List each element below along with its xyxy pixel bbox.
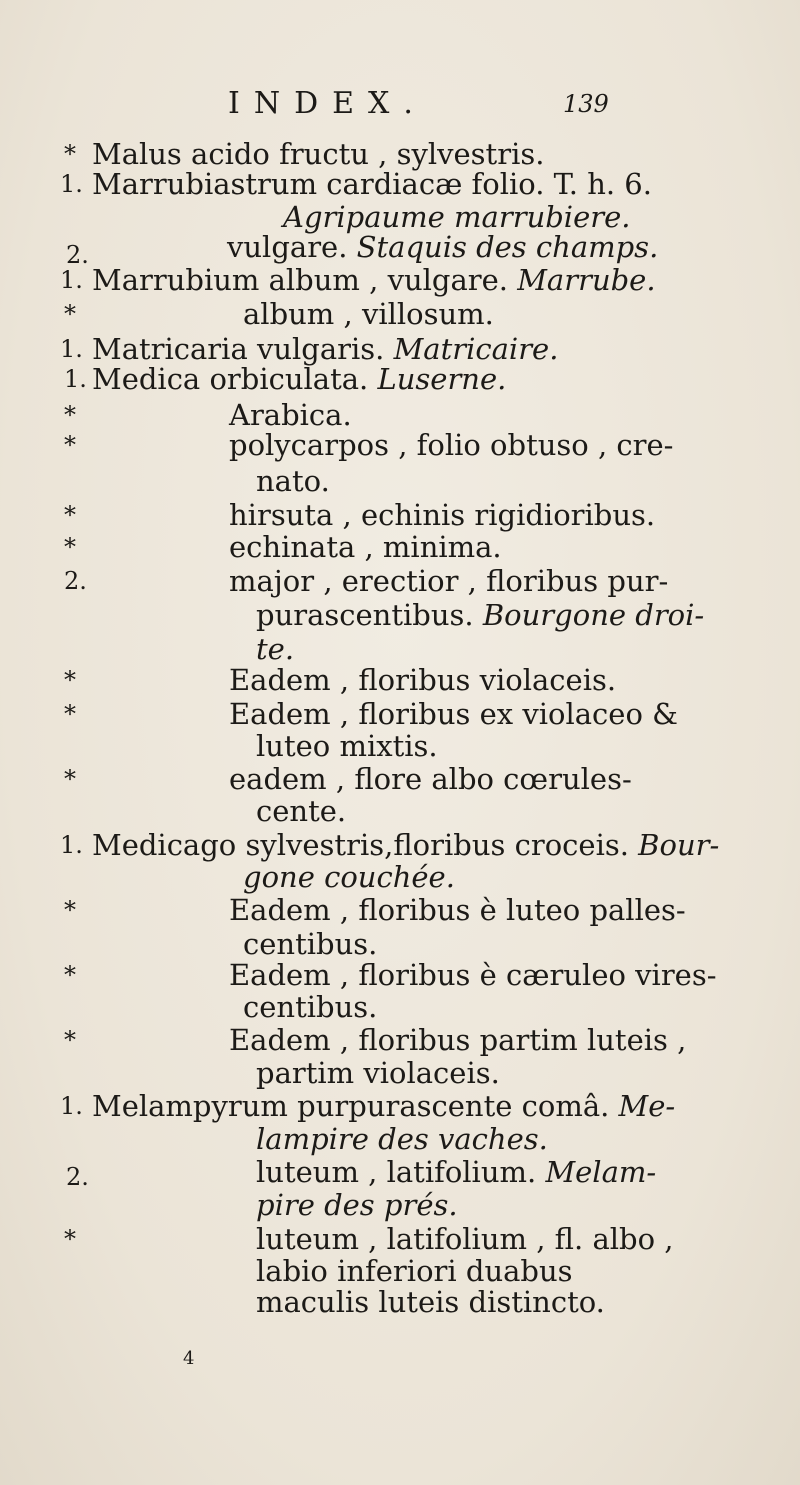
entry-mark: * [64, 1225, 76, 1253]
line-text: luteum , latifolium. [256, 1155, 546, 1189]
index-line [243, 990, 377, 1024]
entry-mark: 1. [64, 365, 87, 393]
index-line [92, 362, 506, 396]
index-line [92, 828, 719, 862]
index-line [229, 663, 616, 697]
entry-mark: * [64, 896, 76, 924]
index-line [229, 428, 673, 462]
line-italic: Marrube. [517, 263, 656, 297]
index-line [243, 297, 494, 331]
index-line [283, 200, 631, 234]
index-line [256, 1122, 548, 1156]
index-line [229, 762, 632, 796]
entry-mark: * [64, 1026, 76, 1054]
index-line [92, 137, 544, 171]
line-text: album , villosum. [243, 297, 494, 331]
entry-mark: * [64, 300, 76, 328]
page-number: 139 [563, 90, 609, 118]
page-title: INDEX. [228, 86, 427, 121]
signature-mark: 4 [183, 1348, 195, 1369]
index-line [256, 1155, 656, 1189]
index-line [256, 1222, 673, 1256]
entry-mark: 1. [60, 335, 83, 363]
index-line [229, 1023, 686, 1057]
line-italic: Melam- [545, 1155, 657, 1189]
entry-mark: 1. [60, 1092, 83, 1120]
entry-mark: * [64, 700, 76, 728]
index-line [256, 632, 294, 666]
line-italic: Luserne. [377, 362, 507, 396]
index-line [229, 498, 655, 532]
index-line [256, 598, 704, 632]
line-text: Eadem , floribus ex violaceo & [229, 697, 678, 731]
line-text: Medicago sylvestris,floribus croceis. [92, 828, 639, 862]
index-line [256, 1254, 573, 1288]
entry-mark: 2. [66, 1163, 89, 1191]
entry-mark: 1. [60, 831, 83, 859]
line-text: Marrubium album , vulgare. [92, 263, 518, 297]
index-line [229, 697, 678, 731]
line-italic: gone couchée. [243, 860, 455, 894]
line-italic: Bour- [638, 828, 720, 862]
line-text: Eadem , floribus è luteo palles- [229, 893, 686, 927]
line-italic: lampire des vaches. [256, 1122, 548, 1156]
line-text: Eadem , floribus è cæruleo vires- [229, 958, 717, 992]
line-text: Matricaria vulgaris. [92, 332, 394, 366]
index-line [243, 860, 455, 894]
entry-mark: * [64, 140, 76, 168]
line-text: nato. [256, 464, 330, 498]
index-line [92, 332, 558, 366]
line-text: luteo mixtis. [256, 729, 438, 763]
entry-mark: 2. [64, 567, 87, 595]
index-line [229, 893, 686, 927]
line-text: hirsuta , echinis rigidioribus. [229, 498, 656, 532]
line-text: Medica orbiculata. [92, 362, 378, 396]
line-text: Melampyrum purpurascente comâ. [92, 1089, 619, 1123]
entry-mark: * [64, 431, 76, 459]
line-text: Eadem , floribus partim luteis , [229, 1023, 687, 1057]
index-line [243, 927, 377, 961]
index-line [256, 1285, 605, 1319]
line-text: eadem , flore albo cœrules- [229, 762, 632, 796]
index-line [256, 794, 346, 828]
index-line [256, 729, 438, 763]
entry-mark: 1. [60, 266, 83, 294]
index-line [229, 564, 668, 598]
line-italic: Me- [618, 1089, 676, 1123]
line-text: Eadem , floribus violaceis. [229, 663, 617, 697]
index-line [256, 464, 330, 498]
entry-mark: * [64, 501, 76, 529]
entry-mark: 2. [66, 241, 89, 269]
index-line [229, 530, 502, 564]
line-text: maculis luteis distincto. [256, 1285, 605, 1319]
index-line [227, 230, 658, 264]
line-text: Marrubiastrum cardiacæ folio. T. h. 6. [92, 167, 652, 201]
line-text: labio inferiori duabus [256, 1254, 573, 1288]
index-line [256, 1188, 458, 1222]
line-text: major , erectior , floribus pur- [229, 564, 669, 598]
line-italic: pire des prés. [256, 1188, 458, 1222]
line-text: polycarpos , folio obtuso , cre- [229, 428, 674, 462]
entry-mark: * [64, 961, 76, 989]
entry-mark: * [64, 765, 76, 793]
line-text: centibus. [243, 927, 378, 961]
line-text: partim violaceis. [256, 1056, 500, 1090]
index-line [229, 958, 717, 992]
line-text: Malus acido fructu , sylvestris. [92, 137, 545, 171]
line-italic: Bourgone droi- [482, 598, 705, 632]
line-italic: te. [256, 632, 295, 666]
index-line [229, 398, 352, 432]
line-text: cente. [256, 794, 347, 828]
index-line [92, 263, 656, 297]
index-line [92, 1089, 675, 1123]
line-text: echinata , minima. [229, 530, 502, 564]
line-text: Arabica. [229, 398, 352, 432]
entry-mark: * [64, 533, 76, 561]
entry-mark: * [64, 401, 76, 429]
line-text: purascentibus. [256, 598, 483, 632]
line-italic: Matricaire. [393, 332, 559, 366]
line-italic: Staquis des champs. [356, 230, 659, 264]
line-text: luteum , latifolium , fl. albo , [256, 1222, 674, 1256]
line-text: vulgare. [227, 230, 357, 264]
index-line [256, 1056, 500, 1090]
line-text: centibus. [243, 990, 378, 1024]
entry-mark: 1. [60, 170, 83, 198]
line-italic: Agripaume marrubiere. [283, 200, 631, 234]
index-line [92, 167, 652, 201]
entry-mark: * [64, 666, 76, 694]
